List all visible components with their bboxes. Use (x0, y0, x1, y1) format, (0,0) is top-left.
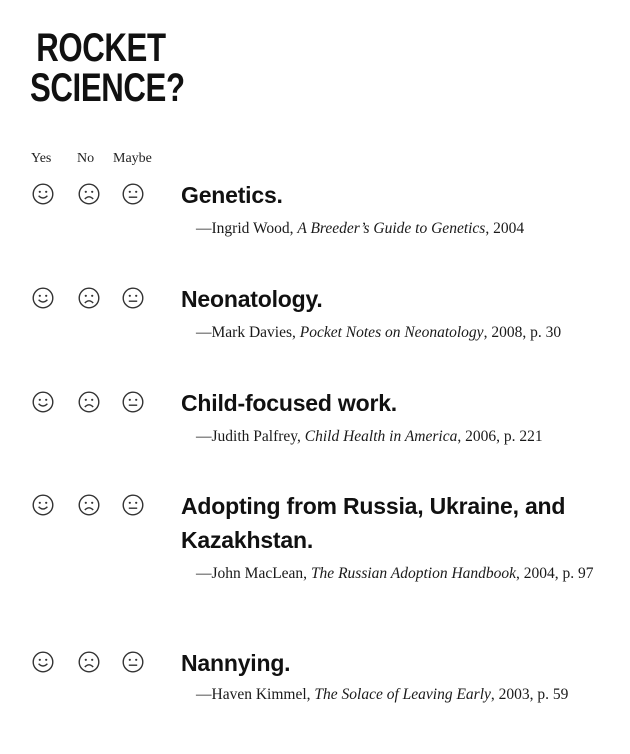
frowning-face-icon[interactable] (78, 494, 100, 516)
citation-work-title: A Breeder’s Guide to Genetics (297, 220, 486, 237)
citation-dash: — (196, 686, 212, 703)
smiley-face-icon[interactable] (32, 651, 54, 673)
citation-work-title: The Russian Adoption Handbook (310, 565, 517, 582)
smiley-face-icon[interactable] (32, 494, 54, 516)
column-header-no: No (77, 151, 95, 166)
citation-author: Judith Palfrey, (211, 428, 305, 445)
citation-author: Haven Kimmel, (211, 686, 315, 703)
page-title (30, 28, 185, 108)
entry-heading: Genetics. (181, 182, 283, 208)
frowning-face-icon[interactable] (78, 391, 100, 413)
entry-citation (196, 219, 606, 239)
title-line-2: SCIENCE? (30, 66, 185, 110)
citation-dash: — (196, 324, 212, 341)
smiley-face-icon[interactable] (32, 287, 54, 309)
frowning-face-icon[interactable] (78, 287, 100, 309)
entry-citation (196, 685, 586, 705)
neutral-face-icon[interactable] (122, 494, 144, 516)
citation-author: John MacLean, (211, 565, 311, 582)
citation-dash: — (196, 565, 212, 582)
neutral-face-icon[interactable] (122, 183, 144, 205)
citation-work-title: Pocket Notes on Neonatology (299, 324, 484, 341)
entry-heading: Nannying. (181, 650, 291, 676)
entry-heading: Neonatology. (181, 286, 323, 312)
citation-details: , 2004, p. 97 (516, 565, 594, 582)
neutral-face-icon[interactable] (122, 287, 144, 309)
column-header-maybe: Maybe (113, 151, 152, 166)
citation-details: , 2008, p. 30 (483, 324, 562, 341)
citation-details: , 2004 (485, 220, 525, 237)
column-header-yes: Yes (31, 151, 52, 166)
entry-citation (196, 427, 606, 447)
citation-work-title: The Solace of Leaving Early (314, 686, 491, 703)
frowning-face-icon[interactable] (78, 183, 100, 205)
citation-dash: — (196, 428, 212, 445)
citation-author: Mark Davies, (211, 324, 300, 341)
citation-author: Ingrid Wood, (211, 220, 298, 237)
neutral-face-icon[interactable] (122, 391, 144, 413)
entry-citation (196, 564, 606, 584)
frowning-face-icon[interactable] (78, 651, 100, 673)
citation-details: , 2006, p. 221 (457, 428, 543, 445)
citation-dash: — (196, 220, 212, 237)
neutral-face-icon[interactable] (122, 651, 144, 673)
citation-work-title: Child Health in America (304, 428, 458, 445)
title-line-1: ROCKET (36, 26, 166, 70)
entry-citation (196, 323, 606, 343)
entry-heading: Adopting from Russia, Ukraine, and Kazakhstan. (181, 493, 566, 553)
entry-heading: Child-focused work. (181, 390, 397, 416)
smiley-face-icon[interactable] (32, 183, 54, 205)
citation-details: , 2003, p. 59 (490, 686, 569, 703)
smiley-face-icon[interactable] (32, 391, 54, 413)
